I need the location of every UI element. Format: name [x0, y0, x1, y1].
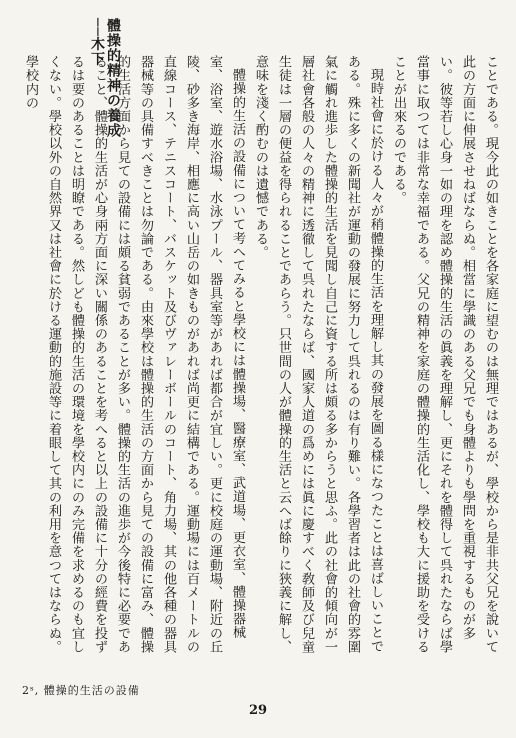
- footer-running-title: 2ˢ, 體操的生活の設備: [22, 684, 140, 697]
- paragraph: 體操的生活の設備について考へてみると學校には體操場、醫療室、武道場、更衣室、體操器械室、浴室、遊水浴場、水泳プール、器具室等があれば都合が宜しい。更に校庭の運動場、附近の丘陵、砂多き海岸、相應に高い山岳の如きものがあれば尚更に結構である。運動場には百メートルの直線コース、テニスコート、バスケット及びヴァレーボールのコート、角力場、其の他各種の器具器械等の具備すべきことは勿論である。由來學校は體操的生活の方面から見ての設備に富み、體操的生活方面から見ての設備には頗る貧弱であることが多い。體操的生活の進歩が今後特に必要であること、體操的生活が心身兩方面に深い關係のあることを考へると以上の設備に十分の經費を投ずるは要のあることは明瞭である。然しども體操的生活の環境を學校内にのみ完備を求めるのも宜しくない。學校以外の自然界又は社會に於ける運動的施設等に着眼して其の利用を意つてはならぬ。學校内の: [23, 55, 245, 654]
- paragraph: 現時社會に於ける人々が稍體操的生活を理解し其の發展を圖る樣になつたことは喜ばしいことである。殊に多くの新聞社が運動の發展に努力して呉れるのは有り難い。各學習者は此の社會的雰圍氣に觸れ進歩した體操的生活を見聞し自己に資する所は頗る多からうと思ふ。此の社會的傾向が一層社會各般の人々の精神に透徹して呉れたならば、國家人道の爲めには眞に慶すべく敎師及び兒童生徒は一層の便益を得られることであらう。只世間の人が體操的生活と云へば餘りに狹義に解し、意味を淺く酌むのは遺憾である。: [253, 55, 383, 654]
- paragraph: ことである。現今此の如きことを各家庭に望むのは無理ではあるが、學校から是非共父兄を說いて此の方面に伸展させねばならぬ。相當に學識のある父兄でも身體よりも學問を重視するものが多い。彼等若し心身一如の理を認め體操的生活の眞義を理解し、更にそれを體得して呉れたならば學當事に取つては非常な幸福である。父兄の精神を家庭の體操的生活化し、學校も大に援助を受けることが出來るのである。: [391, 55, 498, 654]
- running-head: 體操的精神の養成──木下: [89, 18, 121, 138]
- page-number: 29: [248, 703, 268, 718]
- body-text: [20, 55, 502, 665]
